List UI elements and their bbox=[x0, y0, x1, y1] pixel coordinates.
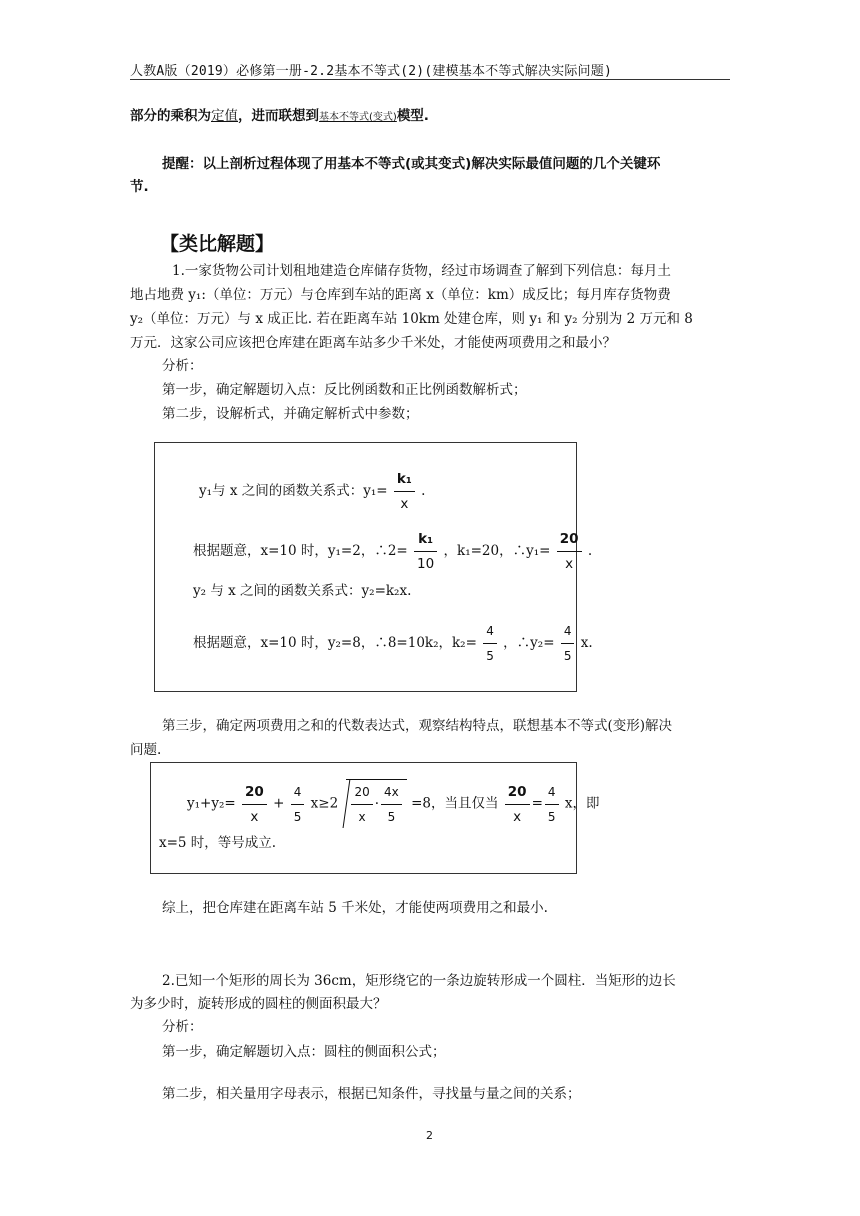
numerator: 4 bbox=[561, 619, 575, 644]
numerator: 20 bbox=[557, 527, 582, 552]
equals-sign: = bbox=[531, 795, 543, 812]
page-number: 2 bbox=[426, 1129, 433, 1142]
intro-part-d: 基本不等式(变式) bbox=[319, 112, 397, 123]
conclusion-text: 综上，把仓库建在距离车站 5 千米处，才能使两项费用之和最小. bbox=[162, 900, 548, 916]
multiply-dot: · bbox=[374, 796, 380, 812]
numerator: k₁ bbox=[414, 527, 437, 552]
denominator: 5 bbox=[547, 809, 556, 824]
fraction bbox=[505, 780, 530, 829]
box1-r4-text: 根据题意，x=10 时，y₂=8，∴8=10k₂，k₂= bbox=[193, 635, 477, 651]
fraction bbox=[557, 527, 582, 576]
numerator: 20 bbox=[242, 780, 267, 805]
analysis-label: 分析： bbox=[162, 358, 203, 374]
sqrt-radical bbox=[346, 779, 406, 829]
tip-line-2: 节. bbox=[130, 179, 149, 195]
problem2-analysis: 分析： bbox=[162, 1019, 203, 1035]
denominator: 5 bbox=[387, 810, 396, 824]
fraction bbox=[414, 527, 437, 576]
box1-r2-end: . bbox=[587, 543, 593, 559]
numerator: 4 bbox=[483, 619, 497, 644]
box2-end: x，即 bbox=[564, 795, 600, 812]
fraction bbox=[381, 780, 402, 829]
box2-ineq: x≥2 bbox=[310, 795, 339, 812]
intro-part-e: 模型. bbox=[396, 108, 429, 124]
box1-r2-mid: ，k₁=20，∴y₁= bbox=[443, 543, 551, 559]
denominator: x bbox=[358, 810, 366, 824]
fraction bbox=[351, 780, 372, 829]
problem1-line2: 地占地费 y₁:（单位：万元）与仓库到车站的距离 x（单位：km）成反比；每月库存货物费 bbox=[130, 287, 671, 303]
denominator: x bbox=[400, 496, 409, 512]
fraction bbox=[483, 619, 497, 668]
step1-text: 第一步，确定解题切入点：反比例函数和正比例函数解析式； bbox=[162, 382, 527, 398]
box1-row1 bbox=[199, 467, 425, 516]
step3-line1: 第三步，确定两项费用之和的代数表达式，观察结构特点，联想基本不等式(变形)解决 bbox=[162, 718, 673, 734]
problem1-line1: 1.一家货物公司计划租地建造仓库储存货物，经过市场调查了解到下列信息：每月土 bbox=[172, 263, 671, 279]
intro-part-b: 定值 bbox=[211, 108, 238, 124]
box1-row2 bbox=[193, 527, 592, 576]
numerator: 20 bbox=[505, 780, 530, 805]
tip-line-1: 提醒：以上剖析过程体现了用基本不等式(或其变式)解决实际最值问题的几个关键环 bbox=[162, 156, 661, 172]
fraction bbox=[291, 780, 305, 829]
fraction bbox=[561, 619, 575, 668]
box1-r4-mid: ，∴y₂= bbox=[503, 635, 555, 651]
step2-text: 第二步，设解析式，并确定解析式中参数； bbox=[162, 406, 419, 422]
box1-row3: y₂ 与 x 之间的函数关系式：y₂=k₂x. bbox=[193, 583, 412, 599]
denominator: 5 bbox=[293, 809, 302, 824]
box2-condition: =8，当且仅当 bbox=[411, 795, 499, 812]
box2-row1 bbox=[187, 779, 599, 829]
numerator: 4x bbox=[381, 780, 402, 805]
numerator: 4 bbox=[545, 780, 559, 805]
fraction bbox=[394, 467, 415, 516]
page-header: 人教A版（2019）必修第一册-2.2基本不等式(2)(建模基本不等式解决实际问题) bbox=[130, 60, 730, 80]
section-title: 【类比解题】 bbox=[160, 233, 275, 255]
solution-box-2 bbox=[150, 762, 600, 874]
step3-line2: 问题. bbox=[130, 742, 162, 758]
numerator: k₁ bbox=[394, 467, 415, 492]
denominator: x bbox=[513, 808, 522, 825]
box2-row2: x=5 时，等号成立. bbox=[159, 835, 277, 851]
problem1-line3: y₂（单位：万元）与 x 成正比. 若在距离车站 10km 处建仓库，则 y₁ 和 y₂ 分别为 2 万元和 8 bbox=[130, 311, 693, 327]
box2-sum: y₁+y₂= bbox=[187, 795, 236, 812]
solution-box-1 bbox=[154, 442, 593, 692]
intro-part-a: 部分的乘积为 bbox=[130, 108, 211, 124]
numerator: 20 bbox=[351, 780, 372, 805]
intro-line bbox=[130, 104, 429, 124]
denominator: 5 bbox=[486, 649, 494, 663]
fraction bbox=[242, 780, 267, 829]
box1-r4-end: x. bbox=[580, 635, 593, 651]
box1-r2-text: 根据题意，x=10 时，y₁=2，∴2= bbox=[193, 543, 408, 559]
intro-part-c: ，进而联想到 bbox=[238, 108, 319, 124]
denominator: x bbox=[565, 556, 574, 572]
box1-r1-end: . bbox=[421, 483, 426, 499]
problem2-line1: 2.已知一个矩形的周长为 36cm，矩形绕它的一条边旋转形成一个圆柱．当矩形的边长 bbox=[162, 973, 676, 989]
denominator: 5 bbox=[563, 649, 572, 663]
problem1-line4: 万元．这家公司应该把仓库建在距离车站多少千米处，才能使两项费用之和最小？ bbox=[130, 335, 616, 351]
denominator: 10 bbox=[417, 556, 435, 572]
problem2-line2: 为多少时，旋转形成的圆柱的侧面积最大？ bbox=[130, 996, 387, 1012]
fraction bbox=[545, 780, 559, 829]
problem2-step1: 第一步，确定解题切入点：圆柱的侧面积公式； bbox=[162, 1044, 446, 1060]
denominator: x bbox=[250, 808, 259, 825]
box1-r1-text: y₁与 x 之间的函数关系式：y₁= bbox=[199, 483, 388, 499]
plus-sign: + bbox=[273, 795, 285, 812]
box1-row4 bbox=[193, 619, 593, 668]
problem2-step2: 第二步，相关量用字母表示，根据已知条件，寻找量与量之间的关系； bbox=[162, 1086, 581, 1102]
numerator: 4 bbox=[291, 780, 305, 805]
